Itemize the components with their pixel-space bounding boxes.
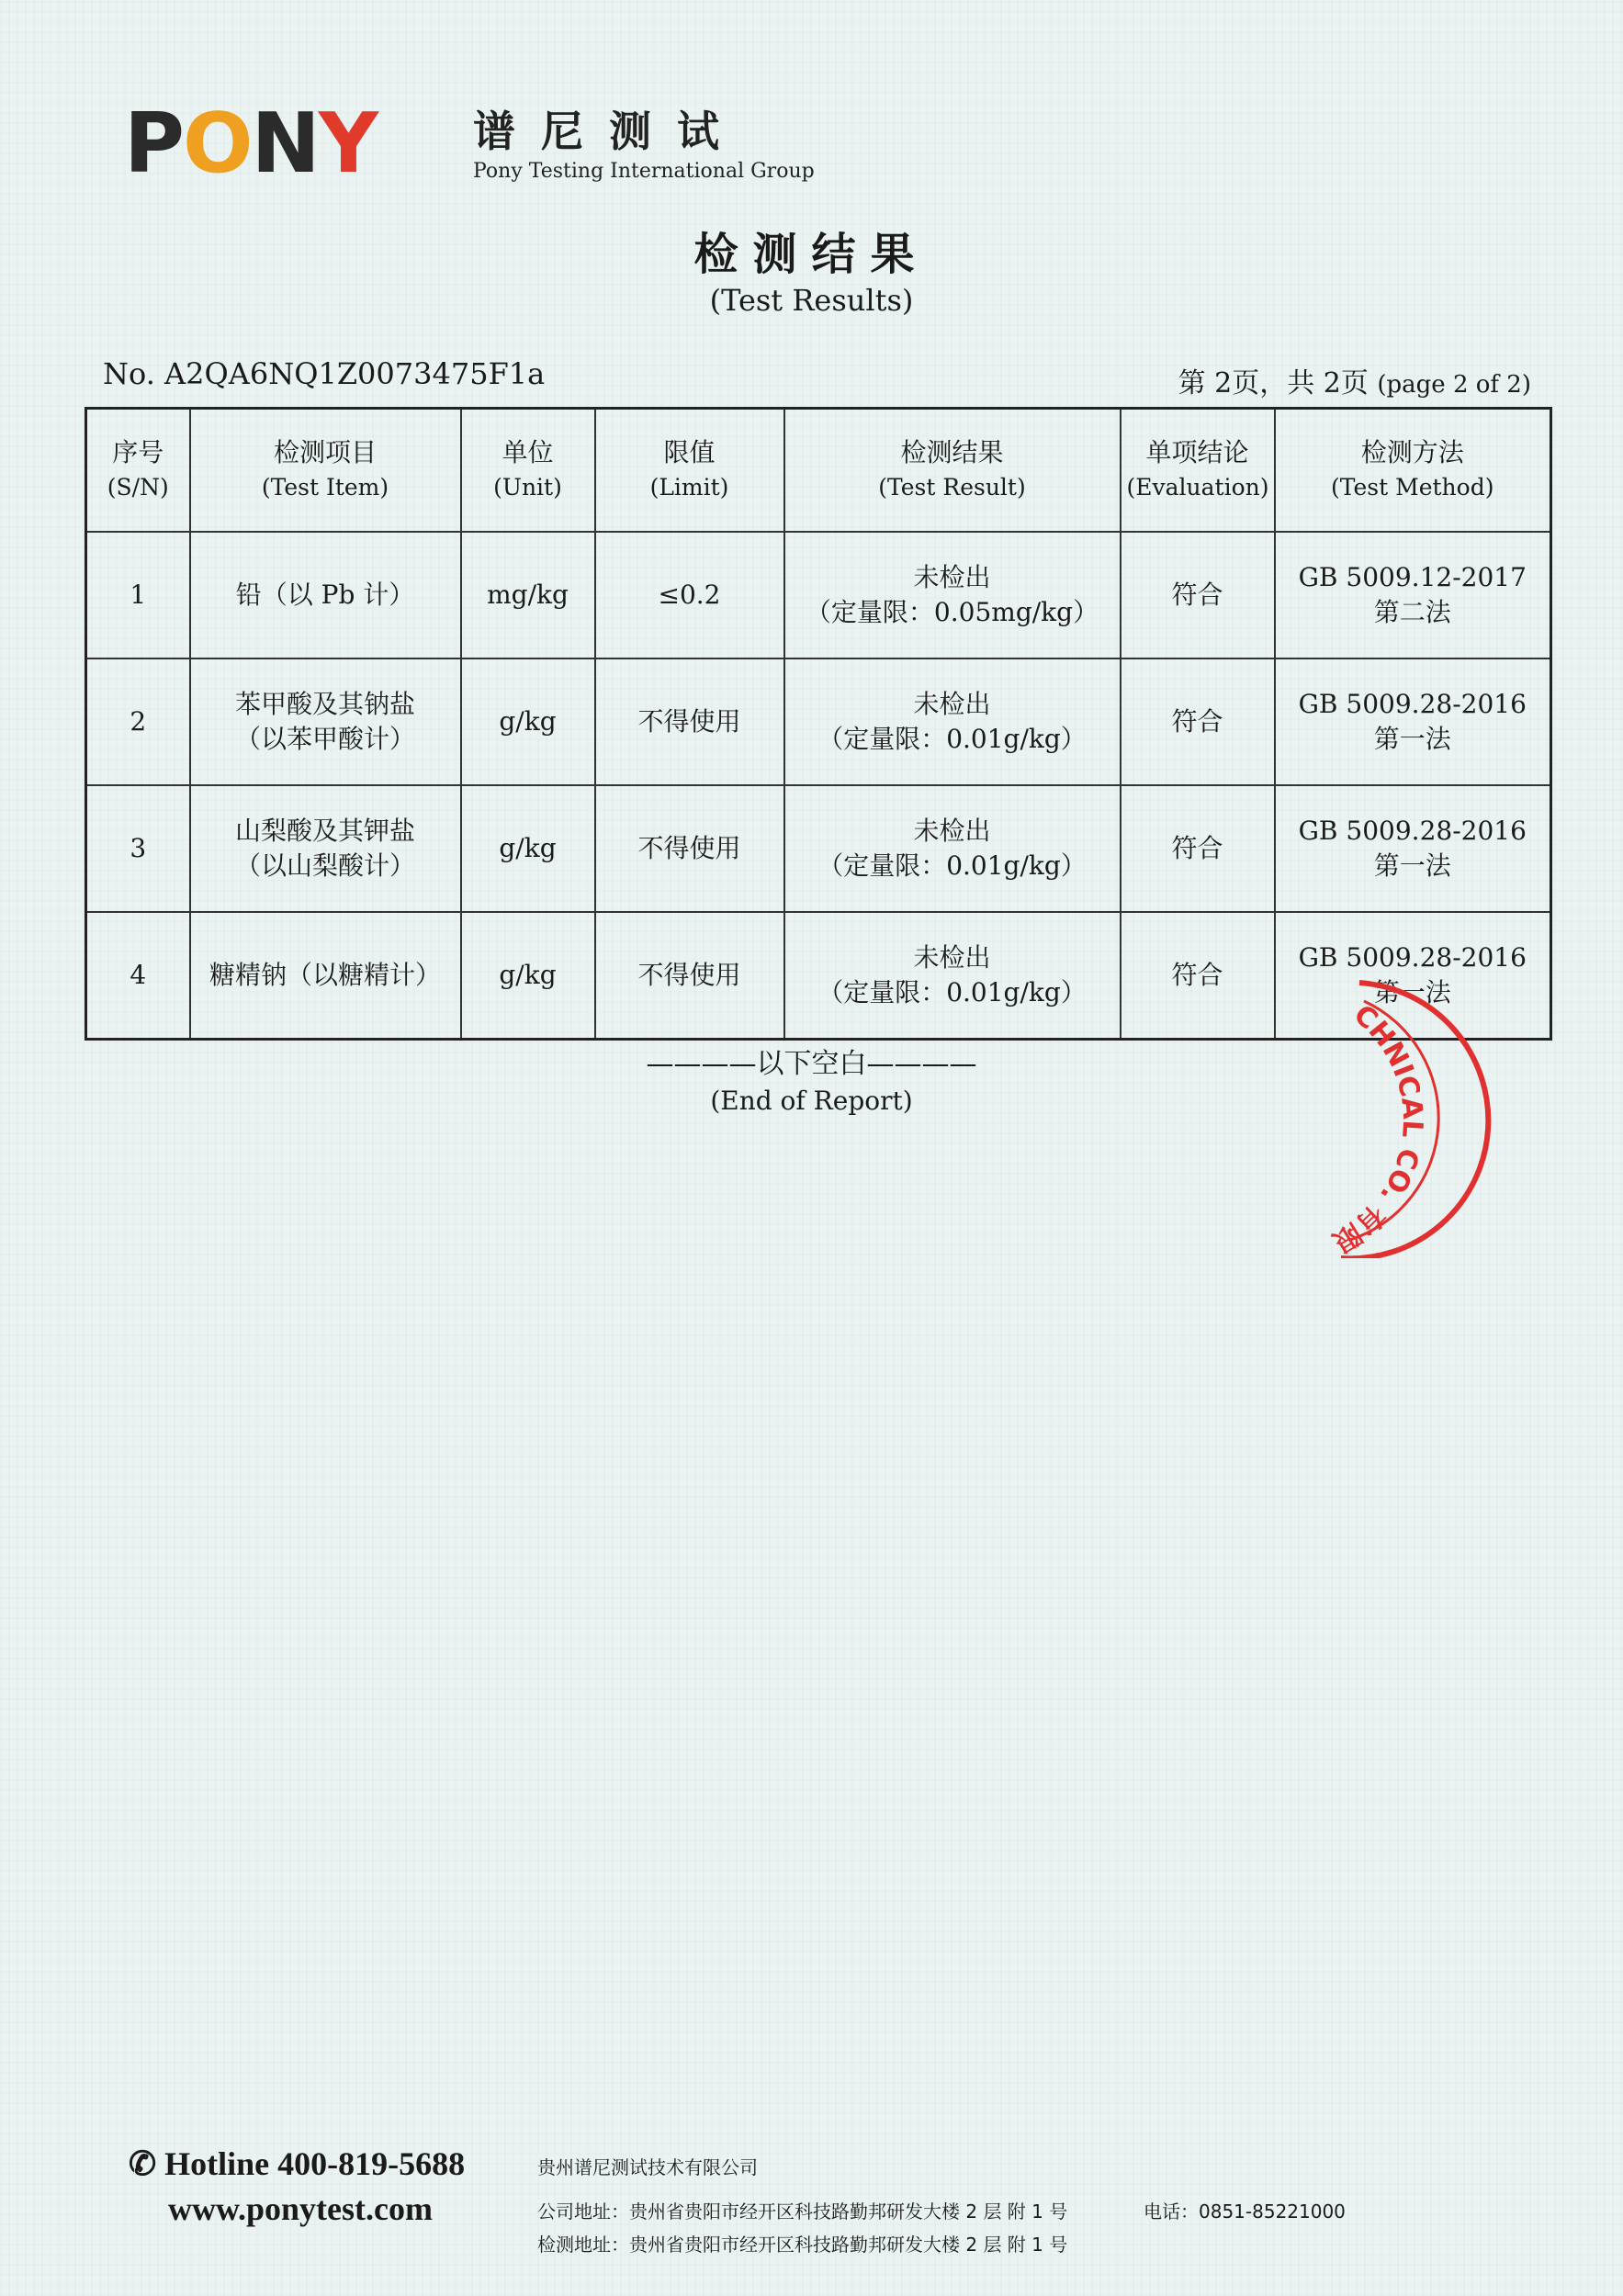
cell-method: GB 5009.28-2016 第一法: [1275, 658, 1551, 785]
table-row: [86, 658, 1551, 785]
cell-test-item: 铅（以 Pb 计）: [190, 532, 461, 658]
cell-result: 未检出 （定量限：0.01g/kg）: [784, 912, 1121, 1040]
cell-test-item: 苯甲酸及其钠盐 （以苯甲酸计）: [190, 658, 461, 785]
cell-limit: 不得使用: [595, 912, 784, 1040]
hotline-text: ✆ Hotline 400-819-5688: [129, 2145, 466, 2182]
results-table: [85, 407, 1552, 1041]
phone-number: 电话：0851-85221000: [1144, 2200, 1346, 2223]
cell-unit: g/kg: [461, 912, 595, 1040]
header-test-method: 检测方法 (Test Method): [1275, 409, 1551, 533]
page-indicator-en: (page 2 of 2): [1377, 371, 1531, 399]
table-row: [86, 785, 1551, 912]
cell-unit: mg/kg: [461, 532, 595, 658]
end-of-report-en: (End of Report): [710, 1086, 913, 1116]
header-sn: 序号 (S/N): [86, 409, 190, 533]
cell-sn: 3: [86, 785, 190, 912]
cell-sn: 2: [86, 658, 190, 785]
page-title: 检测结果: [693, 229, 930, 280]
header-unit: 单位 (Unit): [461, 409, 595, 533]
cell-method: GB 5009.28-2016 第一法: [1275, 912, 1551, 1040]
end-of-report-cn: ————以下空白————: [646, 1048, 977, 1080]
cell-limit: 不得使用: [595, 658, 784, 785]
cell-method: GB 5009.12-2017 第二法: [1275, 532, 1551, 658]
table-header-row: [86, 409, 1551, 533]
report-number: No. A2QA6NQ1Z0073475F1a: [103, 356, 546, 391]
cell-evaluation: 符合: [1121, 912, 1275, 1040]
company-name: 贵州谱尼测试技术有限公司: [537, 2156, 758, 2178]
cell-unit: g/kg: [461, 658, 595, 785]
cell-result: 未检出 （定量限：0.05mg/kg）: [784, 532, 1121, 658]
header-test-result: 检测结果 (Test Result): [784, 409, 1121, 533]
page-indicator-cn: 第 2页，共 2页: [1178, 367, 1369, 400]
cell-evaluation: 符合: [1121, 532, 1275, 658]
testing-address: 检测地址：贵州省贵阳市经开区科技路勤邦研发大楼 2 层 附 1 号: [537, 2234, 1068, 2256]
cell-result: 未检出 （定量限：0.01g/kg）: [784, 785, 1121, 912]
cell-result: 未检出 （定量限：0.01g/kg）: [784, 658, 1121, 785]
website-link[interactable]: www.ponytest.com: [168, 2190, 433, 2227]
cell-limit: 不得使用: [595, 785, 784, 912]
page-indicator: [1178, 360, 1531, 400]
company-seal-stamp: [1323, 955, 1580, 1258]
header-evaluation: 单项结论 (Evaluation): [1121, 409, 1275, 533]
cell-method: GB 5009.28-2016 第一法: [1275, 785, 1551, 912]
logo-wordmark: PONY: [124, 96, 377, 192]
page-subtitle: (Test Results): [709, 283, 914, 318]
cell-evaluation: 符合: [1121, 785, 1275, 912]
table-row: [86, 532, 1551, 658]
logo-chinese-name: 谱尼测试: [473, 107, 745, 156]
header-test-item: 检测项目 (Test Item): [190, 409, 461, 533]
cell-unit: g/kg: [461, 785, 595, 912]
logo-english-name: Pony Testing International Group: [473, 160, 815, 183]
cell-test-item: 糖精钠（以糖精计）: [190, 912, 461, 1040]
cell-test-item: 山梨酸及其钾盐 （以山梨酸计）: [190, 785, 461, 912]
cell-limit: ≤0.2: [595, 532, 784, 658]
header-limit: 限值 (Limit): [595, 409, 784, 533]
cell-evaluation: 符合: [1121, 658, 1275, 785]
cell-sn: 1: [86, 532, 190, 658]
pony-logo: [124, 96, 822, 192]
svg-text:CHNICAL CO. 有限公司: [1323, 955, 1428, 1258]
company-address: 公司地址：贵州省贵阳市经开区科技路勤邦研发大楼 2 层 附 1 号: [537, 2200, 1068, 2223]
stamp-text: CHNICAL CO. 有限: [1326, 998, 1429, 1258]
cell-sn: 4: [86, 912, 190, 1040]
